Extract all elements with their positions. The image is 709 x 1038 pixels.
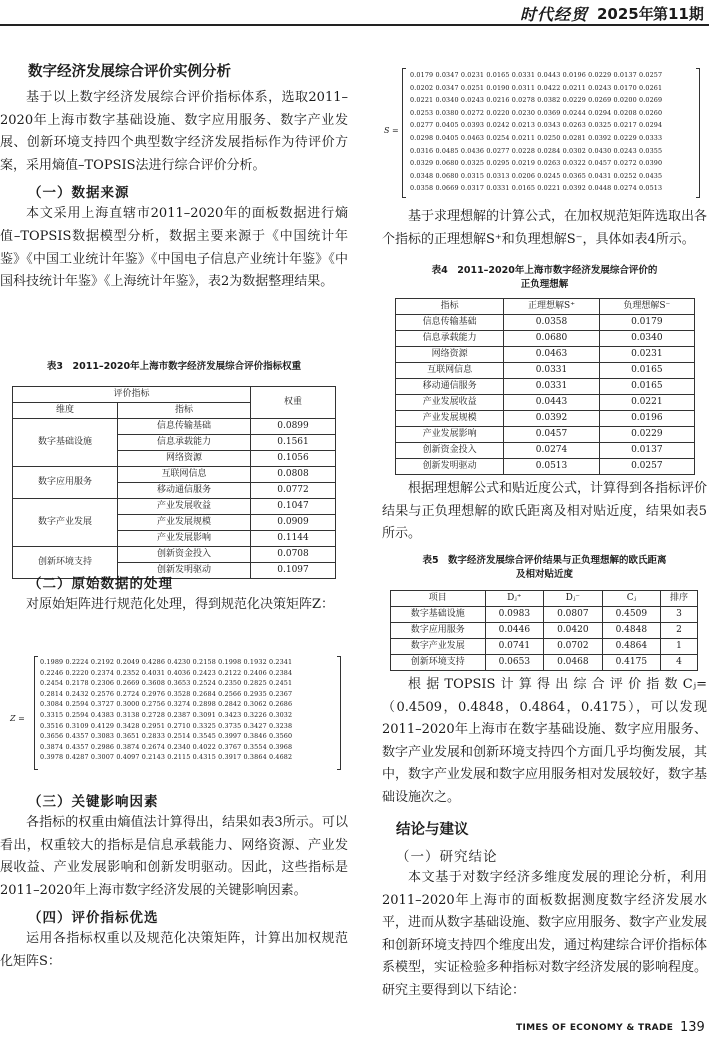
conclusion-subtitle: （一）研究结论: [396, 849, 498, 865]
table4-ind-cell: 互联网信息: [396, 363, 504, 379]
table5-item-cell: 数字应用服务: [391, 623, 486, 639]
table-row: [396, 443, 695, 459]
table5-c-cell: 0.4509: [602, 607, 661, 623]
table5-c-header: Cⱼ: [602, 591, 661, 607]
table-row: [396, 459, 695, 475]
table5-rank-cell: 4: [661, 655, 698, 671]
table4-ind-cell: 创新资金投入: [396, 443, 504, 459]
table5-rank-cell: 2: [661, 623, 698, 639]
matrix-row: 0.2246 0.2220 0.2374 0.2352 0.4031 0.4036 0.2423 0.2122 0.2406 0.2384: [40, 668, 293, 677]
table4-neg-cell: 0.0340: [599, 331, 694, 347]
weighted-matrix-paragraph: 运用各指标权重以及规范化决策矩阵，计算出加权规范化矩阵S：: [0, 931, 348, 969]
table5-dneg-cell: 0.0468: [544, 655, 603, 671]
table4-caption-line1: 表4 2011–2020年上海市数字经济发展综合评价的: [431, 265, 658, 276]
section-title: 数字经济发展综合评价实例分析: [28, 64, 231, 80]
table4-pos-cell: 0.0331: [504, 379, 599, 395]
header-rule: [0, 24, 709, 26]
table5-dneg-cell: 0.0420: [544, 623, 603, 639]
table3: [12, 386, 336, 579]
table5-c-cell: 0.4848: [602, 623, 661, 639]
matrix-z: [40, 657, 292, 763]
table5-c-cell: 0.4864: [602, 639, 661, 655]
table-row: [13, 547, 336, 563]
table-row: [396, 331, 695, 347]
table-row: [391, 639, 698, 655]
table3-ind-cell: 创新发明驱动: [118, 563, 251, 579]
table5-caption-line1: 表5 数字经济发展综合评价结果与正负理想解的欧氏距离: [422, 555, 667, 566]
table3-dim-header: 维度: [13, 403, 118, 419]
table-row: [396, 363, 695, 379]
subsection-title-3: （三）关键影响因素: [28, 794, 159, 810]
table4-ind-cell: 网络资源: [396, 347, 504, 363]
matrix-row: 0.3516 0.3109 0.4129 0.3428 0.2951 0.2710 0.3325 0.3735 0.3427 0.3238: [40, 721, 293, 730]
table4-neg-header: 负理想解S⁻: [599, 299, 694, 315]
table5-dneg-cell: 0.0702: [544, 639, 603, 655]
matrix-z-label: Z =: [10, 714, 25, 723]
matrix-row: 0.2814 0.2432 0.2576 0.2724 0.2976 0.3528 0.2684 0.2566 0.2935 0.2367: [40, 689, 293, 698]
table4-neg-cell: 0.0229: [599, 427, 694, 443]
matrix-row: 0.3978 0.4287 0.3007 0.4097 0.2143 0.2115 0.4315 0.3917 0.3864 0.4682: [40, 753, 293, 762]
table3-ind-cell: 移动通信服务: [118, 483, 251, 499]
table4-neg-cell: 0.0231: [599, 347, 694, 363]
subsection-title-4: （四）评价指标优选: [28, 910, 159, 927]
table3-weight-cell: 0.0808: [251, 467, 336, 483]
matrix-row: 0.1989 0.2224 0.2192 0.2049 0.4286 0.4230 0.2158 0.1998 0.1932 0.2341: [40, 658, 293, 666]
matrix-s-right-bracket: [696, 68, 700, 198]
left-column-bottom: [0, 790, 348, 974]
table-row: [396, 427, 695, 443]
conclusion-paragraph: 本文基于对数字经济多维度发展的理论分析，利用2011–2020年上海市的面板数据测度数字经济发展水平，进而从数字基础设施、数字应用服务、数字产业发展和创新环境支持四个维度出发，通过构建综合评价指标体系模型，实证检验多种指标对数字经济发展的影响程度。研究主要得到以下结论：: [382, 870, 708, 998]
page-number: 139: [680, 1020, 705, 1035]
table5-caption-line2: 及相对贴近度: [515, 569, 573, 580]
matrix-row: 0.0329 0.0680 0.0325 0.0295 0.0219 0.0263 0.0322 0.0457 0.0272 0.0390: [410, 159, 663, 168]
table-row: [396, 347, 695, 363]
matrix-row: 0.3084 0.2594 0.3727 0.3000 0.2756 0.3274 0.2898 0.2842 0.3062 0.2686: [40, 700, 293, 709]
table-row: [391, 623, 698, 639]
table5-item-cell: 数字产业发展: [391, 639, 486, 655]
table4-pos-cell: 0.0680: [504, 331, 599, 347]
matrix-row: 0.0298 0.0405 0.0463 0.0254 0.0211 0.0250 0.0281 0.0392 0.0229 0.0333: [410, 133, 663, 142]
table4-pos-cell: 0.0463: [504, 347, 599, 363]
table3-weight-header: 权重: [251, 387, 336, 419]
table3-weight-cell: 0.0899: [251, 419, 336, 435]
matrix-row: 0.3315 0.2594 0.4383 0.3138 0.2728 0.2387 0.3091 0.3423 0.3226 0.3032: [40, 710, 293, 719]
table-row: [396, 379, 695, 395]
table5-dpos-cell: 0.0446: [485, 623, 544, 639]
matrix-row: 0.0253 0.0380 0.0272 0.0220 0.0230 0.0369 0.0244 0.0294 0.0208 0.0260: [410, 108, 663, 117]
table3-ind-cell: 创新资金投入: [118, 547, 251, 563]
table4-ind-cell: 产业发展规模: [396, 411, 504, 427]
result-paragraph: 根据TOPSIS计算得出综合评价指数Cⱼ=（0.4509，0.4848，0.4864，0.4175），可以发现2011–2020年上海市在数字基础设施、数字应用服务、数字产业发展和创新环境支持四个方面几乎均衡发展，其中，数字产业发展和数字应用服务相对发展较好，数字基础设施次之。: [382, 677, 708, 805]
intro-paragraph: 基于以上数字经济发展综合评价指标体系，选取2011–2020年上海市数字基础设施、数字应用服务、数字产业发展、创新环境支持四个典型数字经济发展指标作为待评价方案，采用熵值–TOPSIS法进行综合评价分析。: [0, 90, 348, 173]
table4-ind-header: 指标: [396, 299, 504, 315]
table5-c-cell: 0.4175: [602, 655, 661, 671]
journal-year: 2025年: [597, 5, 654, 23]
table3-ind-cell: 产业发展影响: [118, 531, 251, 547]
journal-brand: 时代经贸: [520, 5, 589, 24]
table-row: [13, 499, 336, 515]
table4-neg-cell: 0.0196: [599, 411, 694, 427]
table3-weight-cell: 0.1561: [251, 435, 336, 451]
table-row: [391, 655, 698, 671]
table5-rank-cell: 3: [661, 607, 698, 623]
conclusion-title: 结论与建议: [396, 822, 469, 838]
table4-ind-cell: 信息承载能力: [396, 331, 504, 347]
footer-brand: TIMES OF ECONOMY & TRADE: [516, 1023, 674, 1033]
table4-caption-line2: 正负理想解: [520, 279, 569, 290]
table4-neg-cell: 0.0221: [599, 395, 694, 411]
table4-ind-cell: 产业发展收益: [396, 395, 504, 411]
ideal-solution-paragraph: 基于求理想解的计算公式，在加权规范矩阵选取出各个指标的正理想解S⁺和负理想解S⁻，具体如表4所示。: [382, 209, 708, 247]
table5-dpos-cell: 0.0983: [485, 607, 544, 623]
table4-pos-header: 正理想解S⁺: [504, 299, 599, 315]
matrix-s: [410, 69, 662, 195]
table3-dim-cell: 数字产业发展: [13, 499, 118, 547]
matrix-s-left-bracket: [402, 68, 406, 198]
table5-dneg-header: Dⱼ⁻: [544, 591, 603, 607]
table-row: [396, 411, 695, 427]
table4: [395, 298, 695, 475]
table5-dpos-cell: 0.0653: [485, 655, 544, 671]
table4-ind-cell: 移动通信服务: [396, 379, 504, 395]
journal-issue: 第11期: [653, 5, 704, 23]
table5-dpos-header: Dⱼ⁺: [485, 591, 544, 607]
table4-neg-cell: 0.0165: [599, 379, 694, 395]
subsection-title-1: （一）数据来源: [28, 185, 130, 202]
table3-ind-cell: 互联网信息: [118, 467, 251, 483]
table3-weight-cell: 0.0708: [251, 547, 336, 563]
table3-ind-cell: 网络资源: [118, 451, 251, 467]
table-row: [13, 467, 336, 483]
right-column-top: [382, 206, 707, 251]
table3-dim-cell: 数字应用服务: [13, 467, 118, 499]
table3-ind-cell: 信息承载能力: [118, 435, 251, 451]
matrix-row: 0.0316 0.0485 0.0436 0.0277 0.0228 0.0284 0.0302 0.0430 0.0243 0.0355: [410, 146, 663, 155]
table3-weight-cell: 0.1144: [251, 531, 336, 547]
table5-item-header: 项目: [391, 591, 486, 607]
table4-pos-cell: 0.0331: [504, 363, 599, 379]
left-column: [0, 60, 348, 294]
matrix-row: 0.0179 0.0347 0.0231 0.0165 0.0331 0.0443 0.0196 0.0229 0.0137 0.0257: [410, 71, 663, 79]
table4-pos-cell: 0.0457: [504, 427, 599, 443]
matrix-row: 0.0348 0.0680 0.0315 0.0313 0.0206 0.0245 0.0365 0.0431 0.0252 0.0435: [410, 171, 663, 180]
matrix-row: 0.2454 0.2178 0.2306 0.2669 0.3608 0.3653 0.2524 0.2350 0.2825 0.2451: [40, 679, 293, 688]
matrix-row: 0.3874 0.4357 0.2986 0.3874 0.2674 0.2340 0.4022 0.3767 0.3554 0.3968: [40, 742, 293, 751]
table4-pos-cell: 0.0358: [504, 315, 599, 331]
table5-item-cell: 创新环境支持: [391, 655, 486, 671]
table3-weight-cell: 0.1097: [251, 563, 336, 579]
matrix-row: 0.0358 0.0669 0.0317 0.0331 0.0165 0.0221 0.0392 0.0448 0.0274 0.0513: [410, 184, 663, 193]
table3-weight-cell: 0.0909: [251, 515, 336, 531]
table3-ind-cell: 产业发展收益: [118, 499, 251, 515]
table3-dim-cell: 数字基础设施: [13, 419, 118, 467]
table3-weight-cell: 0.0772: [251, 483, 336, 499]
right-column-conclusion: [382, 818, 707, 1003]
table5-dpos-cell: 0.0741: [485, 639, 544, 655]
matrix-row: 0.3656 0.4357 0.3083 0.3651 0.2833 0.2514 0.3545 0.3997 0.3846 0.3560: [40, 732, 293, 741]
subsection-title-2: （二）原始数据的处理: [28, 576, 173, 592]
table4-neg-cell: 0.0257: [599, 459, 694, 475]
distance-paragraph: 根据理想解公式和贴近度公式，计算得到各指标评价结果与正负理想解的欧氏距离及相对贴近度，结果如表5所示。: [382, 481, 708, 542]
key-factors-paragraph: 各指标的权重由熵值法计算得出，结果如表3所示。可以看出，权重较大的指标是信息承载能力、网络资源、产业发展收益、产业发展影响和创新发明驱动。因此，这些指标是2011–2020年上海市数字经济发展的关键影响因素。: [0, 815, 348, 898]
right-column-results: [382, 674, 707, 810]
table4-ind-cell: 信息传输基础: [396, 315, 504, 331]
matrix-row: 0.0277 0.0405 0.0393 0.0242 0.0213 0.0343 0.0263 0.0325 0.0217 0.0294: [410, 121, 663, 130]
matrix-row: 0.0221 0.0340 0.0243 0.0216 0.0278 0.0382 0.0229 0.0269 0.0200 0.0269: [410, 96, 663, 105]
table4-pos-cell: 0.0274: [504, 443, 599, 459]
table4-pos-cell: 0.0392: [504, 411, 599, 427]
table4-pos-cell: 0.0513: [504, 459, 599, 475]
table5-rank-cell: 1: [661, 639, 698, 655]
table4-pos-cell: 0.0443: [504, 395, 599, 411]
table3-group-header: 评价指标: [13, 387, 251, 403]
left-column-mid: [0, 572, 348, 617]
matrix-row: 0.0202 0.0347 0.0251 0.0190 0.0311 0.0422 0.0211 0.0243 0.0170 0.0261: [410, 83, 663, 92]
table4-neg-cell: 0.0165: [599, 363, 694, 379]
matrix-s-label: S =: [384, 126, 399, 135]
table3-dim-cell: 创新环境支持: [13, 547, 118, 579]
table3-ind-header: 指标: [118, 403, 251, 419]
table5-dneg-cell: 0.0807: [544, 607, 603, 623]
right-column-mid: [382, 478, 707, 546]
table-row: [13, 419, 336, 435]
table4-ind-cell: 创新发明驱动: [396, 459, 504, 475]
table4-neg-cell: 0.0179: [599, 315, 694, 331]
table4-caption: [382, 264, 707, 292]
matrix-z-left-bracket: [34, 656, 38, 770]
table-row: [396, 395, 695, 411]
table3-caption: 表3 2011–2020年上海市数字经济发展综合评价指标权重: [46, 361, 302, 372]
table-row: [391, 607, 698, 623]
table5: [390, 590, 698, 671]
table5-item-cell: 数字基础设施: [391, 607, 486, 623]
table3-weight-cell: 0.1047: [251, 499, 336, 515]
table3-weight-cell: 0.1056: [251, 451, 336, 467]
table5-caption: [382, 554, 707, 582]
matrix-z-right-bracket: [337, 656, 341, 770]
table-row: [396, 315, 695, 331]
table4-neg-cell: 0.0137: [599, 443, 694, 459]
table3-ind-cell: 信息传输基础: [118, 419, 251, 435]
table4-ind-cell: 产业发展影响: [396, 427, 504, 443]
table5-rank-header: 排序: [661, 591, 698, 607]
table3-ind-cell: 产业发展规模: [118, 515, 251, 531]
data-source-paragraph: 本文采用上海直辖市2011–2020年的面板数据进行熵值–TOPSIS数据模型分析，数据主要来源于《中国统计年鉴》《中国工业统计年鉴》《中国电子信息产业统计年鉴》《中国科技统计年鉴》《上海统计年鉴》，表2为数据整理结果。: [0, 206, 348, 290]
normalize-paragraph: 对原始矩阵进行规范化处理，得到规范化决策矩阵Z：: [26, 597, 335, 612]
